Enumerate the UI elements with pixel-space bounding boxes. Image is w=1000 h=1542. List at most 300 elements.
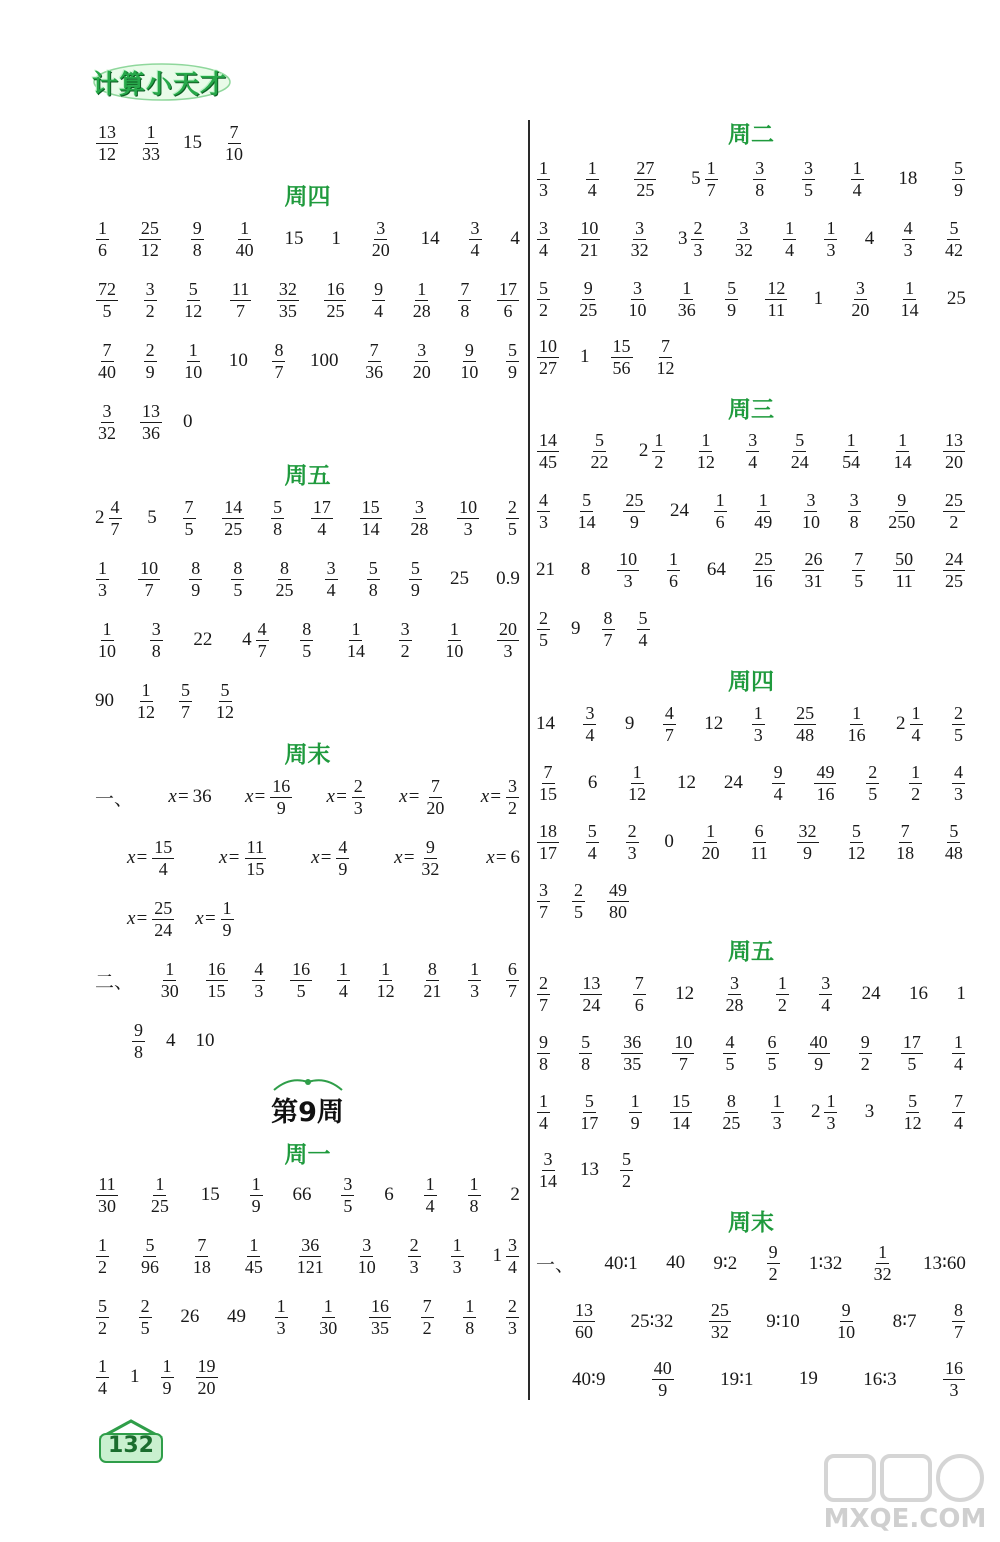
numerator: 9: [374, 278, 384, 299]
fraction: [506, 959, 519, 1002]
numerator: 9: [860, 1031, 870, 1052]
value-text: 13∶60: [922, 1252, 966, 1274]
answer-item: [587, 430, 611, 473]
answer-row: [95, 334, 520, 388]
fraction: [846, 703, 868, 746]
answer-item: [885, 490, 918, 533]
fraction: [506, 776, 519, 819]
answer-item: [166, 1030, 176, 1052]
value-text: 9∶2: [713, 1252, 738, 1274]
fraction: [851, 158, 864, 201]
answer-item: [138, 218, 162, 261]
numerator: 1: [323, 1295, 333, 1316]
answer-item: [571, 618, 581, 640]
answer-item: [799, 490, 823, 533]
answer-item: [505, 959, 520, 1002]
numerator: 2: [507, 496, 517, 517]
fraction: [182, 340, 204, 383]
whole-part: 3: [677, 228, 688, 249]
fraction: [250, 1174, 263, 1217]
numerator: 16: [370, 1295, 389, 1316]
fraction: [893, 549, 915, 592]
answer-item: [450, 568, 469, 590]
value-text: 2: [510, 1184, 520, 1205]
numerator: 16: [292, 958, 311, 979]
answer-item: [95, 1356, 110, 1399]
answer-row: [536, 543, 966, 597]
fraction: [408, 497, 430, 540]
denominator: 32: [710, 1321, 729, 1342]
numerator: 5: [145, 1234, 155, 1255]
whole-part: 4: [242, 629, 252, 650]
fraction: [244, 837, 266, 880]
fraction: [295, 1235, 326, 1278]
value-text: 4: [166, 1030, 176, 1051]
answer-row: [95, 116, 520, 170]
answer-item: [180, 1306, 199, 1328]
answer-item: [131, 1020, 146, 1063]
whole-part: 2: [95, 507, 105, 528]
numerator: 1: [706, 820, 716, 841]
logo-text: 计算小天才: [92, 70, 228, 100]
denominator: 32: [873, 1263, 892, 1284]
answer-item: [900, 1032, 924, 1075]
denominator: 3: [623, 570, 633, 591]
answer-row: [536, 756, 966, 810]
numerator: 16: [207, 958, 226, 979]
value-text: 40∶1: [604, 1252, 638, 1274]
fraction: [607, 880, 629, 923]
answer-item: [578, 1032, 593, 1075]
answer-item: [851, 549, 866, 592]
answer-row: [95, 770, 520, 824]
numerator: 9: [539, 1031, 548, 1052]
numerator: 1: [165, 958, 175, 979]
answer-item: [336, 959, 351, 1002]
denominator: 7: [539, 994, 548, 1015]
answer-item: [951, 762, 966, 805]
denominator: 3: [826, 1112, 836, 1133]
fraction: [723, 1032, 736, 1075]
denominator: 14: [900, 299, 919, 320]
denominator: 9: [251, 1195, 261, 1216]
fraction: [468, 1174, 481, 1217]
answer-item: [951, 1300, 966, 1343]
answer-item: [669, 1091, 693, 1134]
fraction: [231, 558, 244, 601]
denominator: 2: [622, 1170, 631, 1191]
answer-item: [625, 821, 640, 864]
answer-item: [577, 218, 601, 261]
answer-row: [95, 395, 520, 449]
numerator: 3: [585, 702, 595, 723]
denominator: 8: [581, 1053, 591, 1074]
numerator: 5: [594, 429, 604, 450]
denominator: 4: [585, 724, 595, 745]
denominator: 8: [151, 640, 161, 661]
answer-item: [423, 1174, 438, 1217]
fraction: [577, 278, 599, 321]
fraction: [802, 549, 824, 592]
answer-item: [421, 228, 440, 250]
denominator: 3: [539, 511, 548, 532]
numerator: 5: [582, 489, 592, 510]
denominator: 6: [668, 570, 678, 591]
answer-item: [588, 772, 598, 794]
value-text: 1: [130, 1366, 140, 1387]
denominator: 25: [224, 518, 243, 539]
value-text: 19∶1: [720, 1368, 754, 1390]
numerator: 3: [400, 618, 410, 639]
day-heading: 周四: [284, 184, 331, 210]
fraction: [676, 278, 698, 321]
answer-item: [678, 218, 706, 261]
denominator: 2: [777, 994, 787, 1015]
answer-item: [143, 279, 158, 322]
section-prefix: 二、: [95, 971, 134, 993]
variable-label: x=: [326, 786, 348, 807]
fraction: [802, 158, 815, 201]
numerator: 13: [575, 1299, 593, 1320]
denominator: 5: [102, 300, 112, 321]
numerator: 5: [581, 1031, 591, 1052]
fraction: [720, 1091, 742, 1134]
value-text: 14: [536, 713, 555, 734]
denominator: 3: [503, 640, 513, 661]
numerator: 1: [276, 1295, 286, 1316]
fraction: [943, 218, 965, 261]
denominator: 54: [842, 451, 861, 472]
denominator: 24: [790, 451, 809, 472]
answer-item: [340, 1174, 355, 1217]
fraction: [451, 1235, 464, 1278]
answer-item: [620, 1032, 644, 1075]
numerator: 3: [539, 217, 548, 238]
answer-item: [707, 559, 726, 581]
answer-item: [606, 880, 630, 923]
denominator: 20: [371, 239, 390, 260]
fraction: [537, 762, 559, 805]
denominator: 32: [98, 422, 116, 443]
denominator: 45: [539, 451, 557, 472]
numerator: 1: [753, 702, 763, 723]
value-text: 4: [864, 228, 875, 249]
numerator: 1: [630, 1090, 640, 1111]
denominator: 3: [753, 724, 763, 745]
denominator: 33: [142, 143, 160, 164]
answer-row: [572, 1352, 966, 1406]
denominator: 49: [754, 511, 773, 532]
answer-item: [505, 497, 520, 540]
answer-item: [324, 558, 339, 601]
numerator: 2: [627, 820, 637, 841]
answer-item: [139, 122, 163, 165]
fraction: [537, 821, 559, 864]
numerator: 9: [464, 339, 474, 360]
denominator: 11: [895, 570, 913, 591]
denominator: 3: [627, 842, 637, 863]
fraction: [138, 558, 160, 601]
fraction: [223, 122, 245, 165]
numerator: 1: [701, 429, 711, 450]
value-text: 24: [669, 500, 689, 521]
numerator: 1: [102, 618, 112, 639]
numerator: 3: [635, 217, 645, 238]
fraction: [506, 340, 519, 383]
denominator: 10: [98, 640, 116, 661]
answer-item: [628, 218, 652, 261]
numerator: 9: [841, 1299, 851, 1320]
numerator: 2: [145, 339, 155, 360]
fraction: [849, 278, 871, 321]
numerator: 1: [846, 429, 856, 450]
denominator: 60: [575, 1321, 593, 1342]
denominator: 7: [236, 300, 246, 321]
fraction: [578, 1091, 600, 1134]
answer-item: [745, 430, 760, 473]
answer-item: [898, 168, 917, 190]
fraction: [626, 762, 648, 805]
denominator: 5: [767, 1053, 777, 1074]
variable-label: x=: [480, 786, 502, 807]
value-text: 64: [706, 559, 726, 580]
numerator: 14: [539, 429, 557, 450]
denominator: 2: [145, 300, 155, 321]
day-heading: 周末: [728, 1210, 774, 1236]
answer-item: [801, 158, 816, 201]
answer-item: [610, 336, 634, 379]
denominator: 4: [539, 239, 548, 260]
denominator: 25: [150, 1195, 169, 1216]
section-prefix: 一、: [95, 788, 134, 810]
answer-item: [947, 288, 966, 310]
answer-item: [249, 1174, 264, 1217]
answer-item: [394, 837, 442, 880]
answer-item: [158, 959, 182, 1002]
fraction: [952, 1091, 965, 1134]
fraction: [506, 1296, 519, 1339]
answer-item: [713, 1252, 737, 1275]
answer-item: [848, 278, 872, 321]
numerator: 24: [944, 548, 963, 569]
fraction: [506, 497, 519, 540]
numerator: 1: [141, 679, 151, 700]
answer-item: [896, 703, 924, 746]
fraction: [370, 218, 392, 261]
answer-item: [271, 340, 286, 383]
numerator: 10: [619, 548, 638, 569]
denominator: 25: [722, 1112, 741, 1133]
answer-item: [572, 1300, 596, 1343]
value-text: 25∶32: [630, 1310, 674, 1332]
denominator: 7: [507, 980, 517, 1001]
numerator: 15: [612, 335, 631, 356]
answer-row: [95, 674, 520, 728]
denominator: 20: [945, 451, 963, 472]
denominator: 8: [192, 239, 202, 260]
answer-item: [344, 619, 368, 662]
denominator: 35: [278, 300, 297, 321]
answer-item: [270, 497, 285, 540]
numerator: 8: [726, 1090, 736, 1111]
denominator: 3: [693, 239, 703, 260]
answer-item: [942, 549, 966, 592]
numerator: 3: [633, 277, 643, 298]
answer-item: [139, 401, 163, 444]
fraction: [776, 973, 789, 1016]
answer-row: [536, 697, 966, 751]
answer-item: [331, 228, 341, 250]
answer-item: [486, 847, 520, 869]
numerator: 3: [739, 217, 749, 238]
numerator: 16: [326, 278, 345, 299]
denominator: 3: [276, 1317, 286, 1338]
answer-item: [626, 278, 650, 321]
fraction: [621, 1032, 643, 1075]
answer-item: [359, 497, 383, 540]
numerator: 7: [953, 1090, 963, 1111]
numerator: 1: [826, 1090, 836, 1111]
fraction: [611, 336, 633, 379]
fraction: [317, 1296, 339, 1339]
denominator: 14: [671, 1112, 690, 1133]
denominator: 35: [370, 1317, 389, 1338]
numerator: 50: [895, 548, 914, 569]
denominator: 5: [343, 1195, 353, 1216]
answer-item: [956, 983, 966, 1005]
answer-item: [407, 1235, 422, 1278]
answer-item: [251, 959, 266, 1002]
fraction: [714, 490, 727, 533]
denominator: 16: [816, 783, 835, 804]
fraction: [360, 497, 382, 540]
answer-item: [467, 1174, 482, 1217]
value-text: 9: [571, 618, 581, 639]
fraction: [469, 218, 482, 261]
fraction: [463, 1296, 476, 1339]
variable-label: x=: [311, 847, 333, 868]
value-text: 90: [95, 690, 114, 711]
value-text: 9: [624, 713, 635, 734]
fraction: [152, 898, 174, 941]
fraction: [96, 279, 118, 322]
answer-item: [666, 549, 681, 592]
fraction: [580, 973, 602, 1016]
denominator: 4: [508, 1256, 517, 1277]
numerator: 3: [376, 217, 386, 238]
fraction: [144, 279, 157, 322]
answer-item: [766, 1242, 781, 1285]
answer-item: [95, 122, 119, 165]
answer-item: [670, 500, 689, 522]
variable-label: x=: [244, 786, 267, 807]
value-text: 5: [147, 507, 157, 528]
numerator: 5: [908, 1090, 918, 1111]
answer-item: [576, 278, 600, 321]
answer-item: [845, 703, 869, 746]
answer-item: [628, 1091, 643, 1134]
denominator: 4: [638, 629, 648, 650]
answer-item: [809, 1252, 842, 1275]
value-text: 40∶9: [572, 1368, 606, 1390]
numerator: 9: [583, 277, 593, 298]
answer-item: [316, 1296, 340, 1339]
denominator: 3: [353, 797, 363, 818]
denominator: 2: [98, 1256, 107, 1277]
answer-row: [536, 815, 966, 869]
fraction: [230, 279, 251, 322]
denominator: 8: [273, 518, 283, 539]
fraction: [748, 821, 769, 864]
denominator: 3: [772, 1112, 782, 1133]
numerator: 7: [184, 496, 194, 517]
fraction: [629, 1091, 642, 1134]
fraction: [872, 1242, 894, 1285]
value-text: 40: [666, 1252, 686, 1273]
numerator: 1: [905, 277, 915, 298]
fraction: [537, 278, 550, 321]
answer-item: [230, 558, 245, 601]
answer-item: [233, 218, 257, 261]
numerator: 7: [661, 335, 670, 356]
answer-item: [374, 959, 398, 1002]
fraction: [634, 158, 656, 201]
answer-item: [457, 279, 472, 322]
answer-item: [951, 1091, 966, 1134]
numerator: 3: [806, 489, 816, 510]
answer-row: [536, 967, 966, 1021]
answer-item: [168, 786, 211, 808]
denominator: 18: [896, 842, 915, 863]
denominator: 32: [421, 858, 440, 879]
day-heading: 周末: [284, 742, 331, 768]
denominator: 3: [463, 518, 473, 539]
answer-item: [95, 279, 119, 322]
answer-item: [951, 1032, 966, 1075]
denominator: 10: [445, 640, 464, 661]
denominator: 4: [338, 980, 348, 1001]
numerator: 13: [98, 121, 116, 142]
numerator: 3: [470, 217, 480, 238]
answer-item: [536, 762, 560, 805]
answer-item: [764, 278, 788, 321]
denominator: 17: [580, 1112, 599, 1133]
answer-item: [788, 430, 812, 473]
denominator: 4: [539, 1112, 548, 1133]
denominator: 5: [725, 1053, 735, 1074]
denominator: 2: [422, 1317, 432, 1338]
answer-item: [871, 1242, 895, 1285]
denominator: 40: [98, 361, 116, 382]
value-text: 24: [723, 772, 743, 793]
denominator: 20: [701, 842, 720, 863]
value-text: 1: [956, 983, 966, 1004]
numerator: 9: [773, 761, 783, 782]
answer-item: [625, 762, 649, 805]
fraction: [901, 1032, 923, 1075]
answer-item: [398, 619, 413, 662]
denominator: 4: [953, 1112, 963, 1133]
fraction: [537, 880, 550, 923]
answer-item: [481, 776, 520, 819]
answer-item: [183, 132, 202, 154]
numerator: 5: [220, 679, 230, 700]
denominator: 10: [225, 143, 243, 164]
denominator: 12: [847, 842, 866, 863]
fraction: [627, 278, 649, 321]
numerator: 3: [543, 1148, 553, 1169]
denominator: 80: [609, 901, 627, 922]
